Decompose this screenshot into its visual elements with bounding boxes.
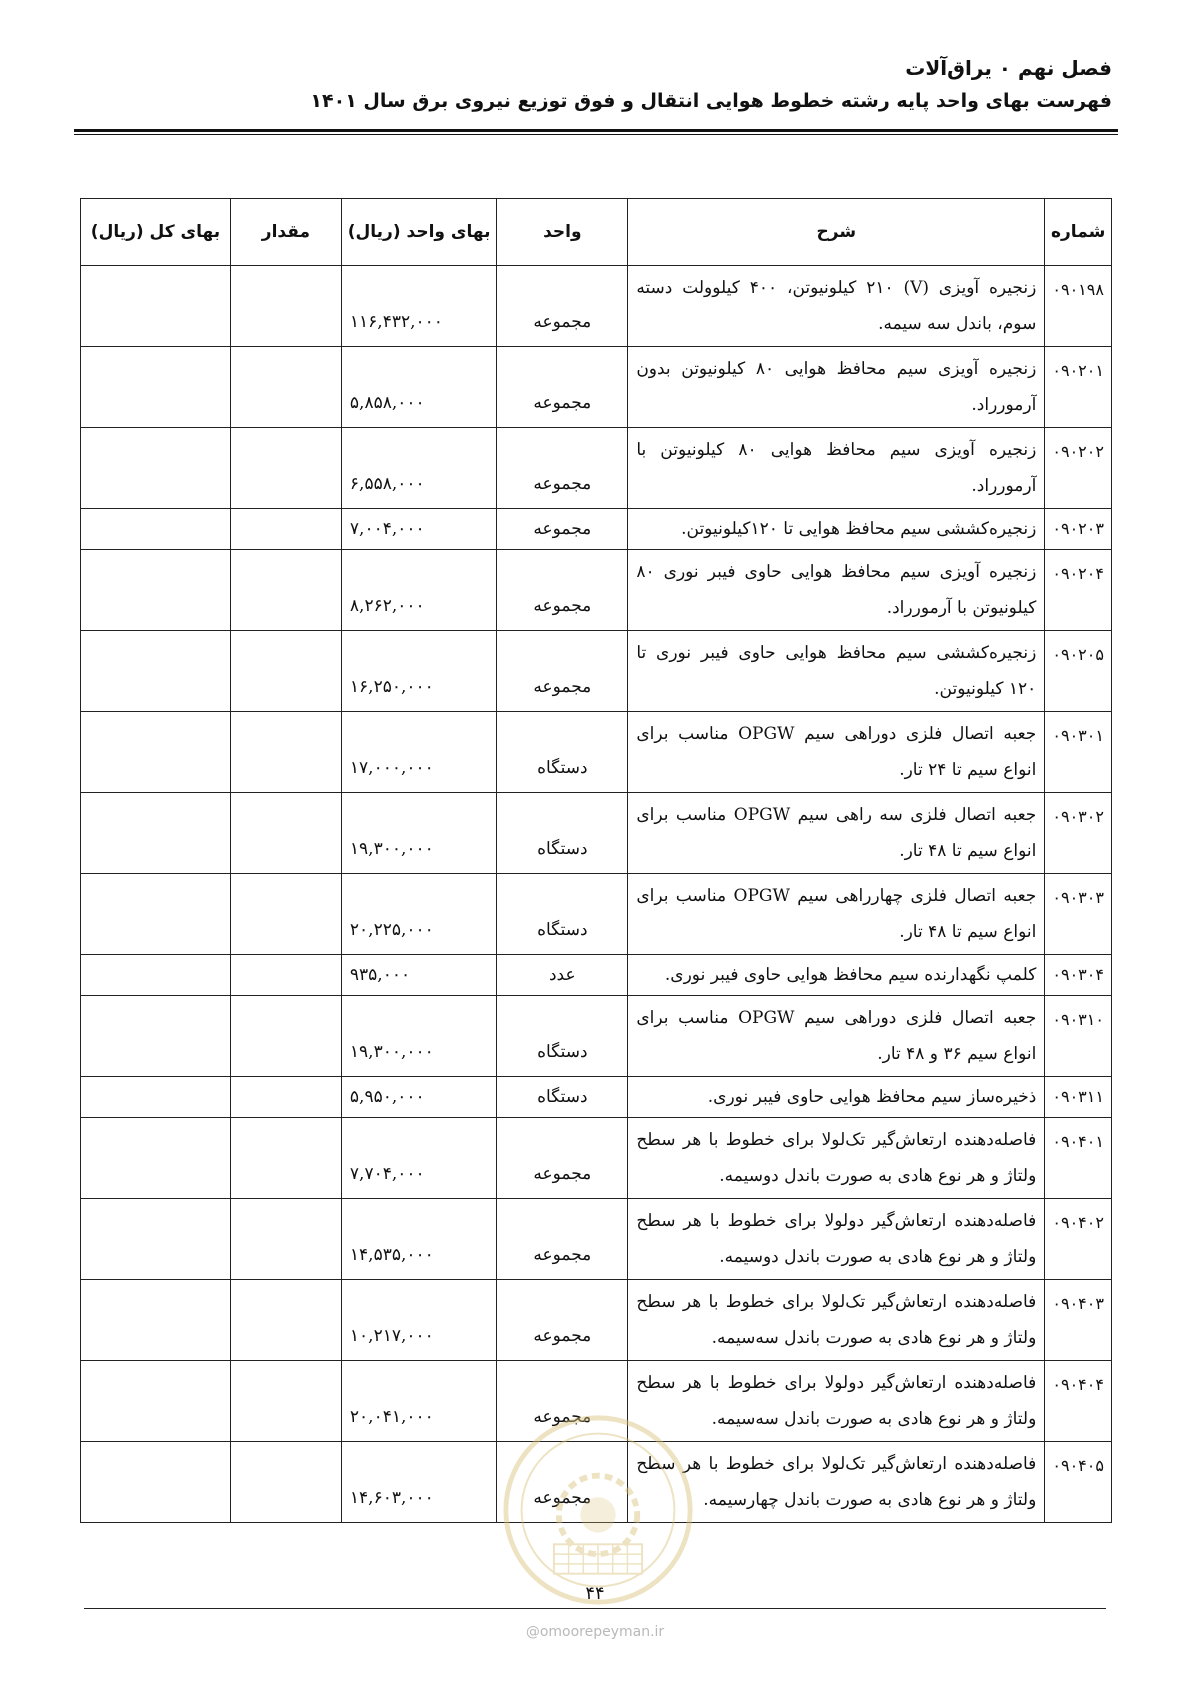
table-row (81, 874, 1112, 955)
unit-price-cell: ۱۴,۶۰۳,۰۰۰ (341, 1442, 496, 1523)
unit-cell: مجموعه (497, 550, 628, 631)
quantity-cell (230, 1361, 341, 1442)
unit-cell: مجموعه (497, 428, 628, 509)
total-price-cell (81, 550, 231, 631)
code-cell: ۰۹۰۳۰۴ (1045, 955, 1112, 996)
description-cell: جعبه اتصال فلزی دوراهی سیم OPGW مناسب برای انواع سیم تا ۲۴ تار. (628, 712, 1045, 793)
unit-price-cell: ۷,۷۰۴,۰۰۰ (341, 1118, 496, 1199)
unit-price-cell: ۱۷,۰۰۰,۰۰۰ (341, 712, 496, 793)
unit-cell: مجموعه (497, 509, 628, 550)
table-header-row (81, 199, 1112, 266)
description-cell: زنجیره‌کششی سیم محافظ هوایی تا ۱۲۰کیلونیوتن. (628, 509, 1045, 550)
table-row (81, 266, 1112, 347)
code-cell: ۰۹۰۳۰۲ (1045, 793, 1112, 874)
unit-cell: دستگاه (497, 874, 628, 955)
unit-price-cell: ۱۱۶,۴۳۲,۰۰۰ (341, 266, 496, 347)
quantity-cell (230, 1077, 341, 1118)
header-unit-price: بهای واحد (ریال) (341, 199, 496, 266)
table-body (81, 266, 1112, 1523)
page-number: ۴۴ (585, 1583, 605, 1604)
unit-cell: دستگاه (497, 793, 628, 874)
total-price-cell (81, 631, 231, 712)
description-cell: جعبه اتصال فلزی سه راهی سیم OPGW مناسب برای انواع سیم تا ۴۸ تار. (628, 793, 1045, 874)
description-cell: فاصله‌دهنده ارتعاش‌گیر تک‌لولا برای خطوط با هر سطح ولتاژ و هر نوع هادی به صورت باندل سه‌سیمه. (628, 1280, 1045, 1361)
total-price-cell (81, 874, 231, 955)
code-cell: ۰۹۰۲۰۱ (1045, 347, 1112, 428)
header-description: شرح (628, 199, 1045, 266)
header-rule-thin (74, 134, 1118, 135)
total-price-cell (81, 1199, 231, 1280)
total-price-cell (81, 1361, 231, 1442)
code-cell: ۰۹۰۲۰۴ (1045, 550, 1112, 631)
chapter-title: فصل نهم ۰ یراق‌آلات (905, 56, 1112, 80)
quantity-cell (230, 874, 341, 955)
quantity-cell (230, 793, 341, 874)
table-row (81, 428, 1112, 509)
total-price-cell (81, 1118, 231, 1199)
quantity-cell (230, 1118, 341, 1199)
quantity-cell (230, 347, 341, 428)
code-cell: ۰۹۰۳۰۱ (1045, 712, 1112, 793)
quantity-cell (230, 266, 341, 347)
description-cell: ذخیره‌ساز سیم محافظ هوایی حاوی فیبر نوری. (628, 1077, 1045, 1118)
code-cell: ۰۹۰۴۰۲ (1045, 1199, 1112, 1280)
price-list-table (80, 198, 1112, 1523)
table-row (81, 712, 1112, 793)
page-header (72, 56, 1112, 112)
code-cell: ۰۹۰۳۰۳ (1045, 874, 1112, 955)
total-price-cell (81, 347, 231, 428)
unit-price-cell: ۱۹,۳۰۰,۰۰۰ (341, 996, 496, 1077)
unit-price-cell: ۱۶,۲۵۰,۰۰۰ (341, 631, 496, 712)
unit-cell: دستگاه (497, 1077, 628, 1118)
description-cell: فاصله‌دهنده ارتعاش‌گیر تک‌لولا برای خطوط با هر سطح ولتاژ و هر نوع هادی به صورت باندل دوسیمه. (628, 1118, 1045, 1199)
code-cell: ۰۹۰۳۱۰ (1045, 996, 1112, 1077)
quantity-cell (230, 1199, 341, 1280)
document-title: فهرست بهای واحد پایه رشته خطوط هوایی انتقال و فوق توزیع نیروی برق سال ۱۴۰۱ (310, 90, 1112, 112)
table-row (81, 1199, 1112, 1280)
quantity-cell (230, 712, 341, 793)
header-total-price: بهای کل (ریال) (81, 199, 231, 266)
table-row (81, 955, 1112, 996)
description-cell: فاصله‌دهنده ارتعاش‌گیر دولولا برای خطوط با هر سطح ولتاژ و هر نوع هادی به صورت باندل دوسیمه. (628, 1199, 1045, 1280)
quantity-cell (230, 550, 341, 631)
description-cell: زنجیره آویزی سیم محافظ هوایی حاوی فیبر نوری ۸۰ کیلونیوتن با آرمورراد. (628, 550, 1045, 631)
unit-price-cell: ۵,۹۵۰,۰۰۰ (341, 1077, 496, 1118)
quantity-cell (230, 631, 341, 712)
description-cell: زنجیره آویزی سیم محافظ هوایی ۸۰ کیلونیوتن بدون آرمورراد. (628, 347, 1045, 428)
description-cell: زنجیره‌کششی سیم محافظ هوایی حاوی فیبر نوری تا ۱۲۰ کیلونیوتن. (628, 631, 1045, 712)
quantity-cell (230, 428, 341, 509)
code-cell: ۰۹۰۴۰۳ (1045, 1280, 1112, 1361)
header-unit: واحد (497, 199, 628, 266)
table-row (81, 996, 1112, 1077)
total-price-cell (81, 428, 231, 509)
total-price-cell (81, 509, 231, 550)
unit-cell: مجموعه (497, 1442, 628, 1523)
description-cell: کلمپ نگهدارنده سیم محافظ هوایی حاوی فیبر نوری. (628, 955, 1045, 996)
description-cell: فاصله‌دهنده ارتعاش‌گیر دولولا برای خطوط با هر سطح ولتاژ و هر نوع هادی به صورت باندل سه‌سیمه. (628, 1361, 1045, 1442)
table-row (81, 550, 1112, 631)
unit-cell: مجموعه (497, 347, 628, 428)
unit-cell: دستگاه (497, 712, 628, 793)
unit-price-cell: ۵,۸۵۸,۰۰۰ (341, 347, 496, 428)
total-price-cell (81, 955, 231, 996)
total-price-cell (81, 793, 231, 874)
table-row (81, 509, 1112, 550)
description-cell: جعبه اتصال فلزی چهارراهی سیم OPGW مناسب برای انواع سیم تا ۴۸ تار. (628, 874, 1045, 955)
unit-price-cell: ۲۰,۰۴۱,۰۰۰ (341, 1361, 496, 1442)
total-price-cell (81, 1077, 231, 1118)
code-cell: ۰۹۰۴۰۴ (1045, 1361, 1112, 1442)
table-row (81, 1077, 1112, 1118)
unit-price-cell: ۶,۵۵۸,۰۰۰ (341, 428, 496, 509)
header-rule-thick (74, 129, 1118, 132)
total-price-cell (81, 996, 231, 1077)
table-row (81, 793, 1112, 874)
code-cell: ۰۹۰۲۰۲ (1045, 428, 1112, 509)
table-row (81, 1118, 1112, 1199)
footer-rule (84, 1608, 1106, 1609)
unit-price-cell: ۷,۰۰۴,۰۰۰ (341, 509, 496, 550)
unit-price-cell: ۹۳۵,۰۰۰ (341, 955, 496, 996)
description-cell: زنجیره آویزی سیم محافظ هوایی ۸۰ کیلونیوتن با آرمورراد. (628, 428, 1045, 509)
quantity-cell (230, 509, 341, 550)
code-cell: ۰۹۰۲۰۳ (1045, 509, 1112, 550)
watermark-url: @omoorepeyman.ir (525, 1624, 665, 1640)
code-cell: ۰۹۰۱۹۸ (1045, 266, 1112, 347)
description-cell: زنجیره آویزی (V) ۲۱۰ کیلونیوتن، ۴۰۰ کیلوولت دسته سوم، باندل سه سیمه. (628, 266, 1045, 347)
unit-cell: مجموعه (497, 1280, 628, 1361)
quantity-cell (230, 1280, 341, 1361)
table-row (81, 631, 1112, 712)
code-cell: ۰۹۰۳۱۱ (1045, 1077, 1112, 1118)
total-price-cell (81, 1280, 231, 1361)
quantity-cell (230, 955, 341, 996)
unit-cell: مجموعه (497, 1199, 628, 1280)
unit-cell: مجموعه (497, 1361, 628, 1442)
description-cell: فاصله‌دهنده ارتعاش‌گیر تک‌لولا برای خطوط با هر سطح ولتاژ و هر نوع هادی به صورت باندل چهارسیمه. (628, 1442, 1045, 1523)
unit-cell: مجموعه (497, 631, 628, 712)
header-code: شماره (1045, 199, 1112, 266)
total-price-cell (81, 712, 231, 793)
unit-price-cell: ۱۴,۵۳۵,۰۰۰ (341, 1199, 496, 1280)
unit-price-cell: ۱۹,۳۰۰,۰۰۰ (341, 793, 496, 874)
unit-cell: مجموعه (497, 1118, 628, 1199)
description-cell: جعبه اتصال فلزی دوراهی سیم OPGW مناسب برای انواع سیم ۳۶ و ۴۸ تار. (628, 996, 1045, 1077)
unit-cell: دستگاه (497, 996, 628, 1077)
quantity-cell (230, 996, 341, 1077)
company-seal-watermark-icon (500, 1412, 696, 1608)
header-quantity: مقدار (230, 199, 341, 266)
total-price-cell (81, 266, 231, 347)
code-cell: ۰۹۰۴۰۱ (1045, 1118, 1112, 1199)
total-price-cell (81, 1442, 231, 1523)
quantity-cell (230, 1442, 341, 1523)
table-row (81, 1280, 1112, 1361)
unit-price-cell: ۸,۲۶۲,۰۰۰ (341, 550, 496, 631)
code-cell: ۰۹۰۲۰۵ (1045, 631, 1112, 712)
table-row (81, 347, 1112, 428)
unit-cell: مجموعه (497, 266, 628, 347)
unit-cell: عدد (497, 955, 628, 996)
unit-price-cell: ۱۰,۲۱۷,۰۰۰ (341, 1280, 496, 1361)
code-cell: ۰۹۰۴۰۵ (1045, 1442, 1112, 1523)
unit-price-cell: ۲۰,۲۲۵,۰۰۰ (341, 874, 496, 955)
